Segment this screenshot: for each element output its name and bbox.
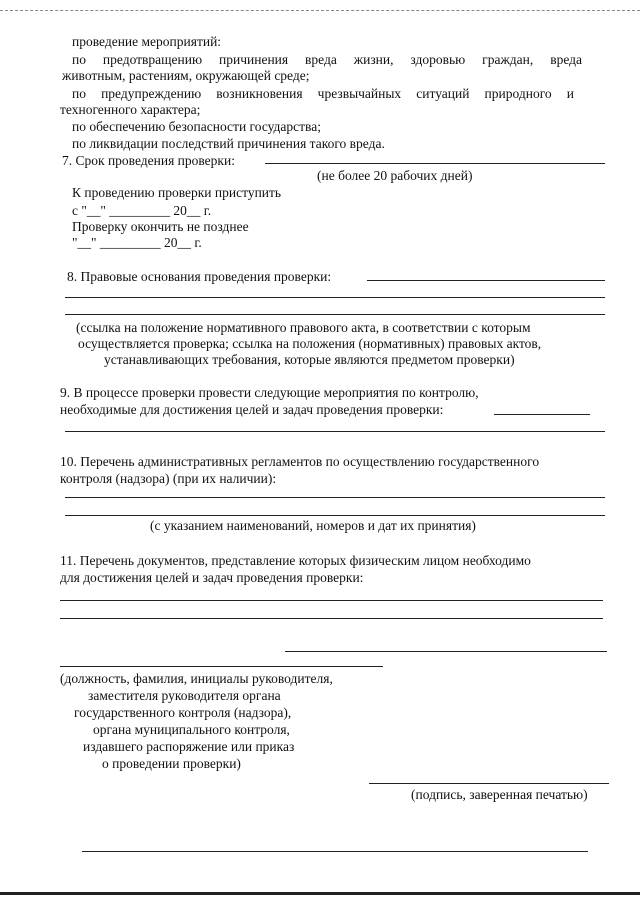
text-line: техногенного характера; [60,102,201,117]
item8-label: 8. Правовые основания проведения проверки: [67,269,332,284]
item11-blank-line [285,651,607,652]
footer-blank-line [82,851,588,852]
text-line: по ликвидации последствий причинения такого вреда. [72,136,385,151]
item7-blank-line [265,163,605,164]
signature-note: (подпись, заверенная печатью) [411,787,588,802]
item10-line: 10. Перечень административных регламентов по осуществлению государственного [60,454,540,469]
position-note: органа муниципального контроля, [93,722,290,737]
item11-line: для достижения целей и задач проведения проверки: [60,570,364,585]
item7-end-label: Проверку окончить не позднее [72,219,249,234]
item8-note: устанавливающих требования, которые являются предметом проверки) [104,352,515,367]
item8-blank-line [65,314,605,315]
item10-line: контроля (надзора) (при их наличии): [60,471,277,486]
item9-blank-line [494,414,590,415]
position-note: о проведении проверки) [102,756,241,771]
item9-blank-line [65,431,605,432]
item7-label: 7. Срок проведения проверки: [62,153,235,168]
item10-note: (с указанием наименований, номеров и дат их принятия) [150,518,476,533]
item7-note: (не более 20 рабочих дней) [317,168,473,183]
item8-note: осуществляется проверка; ссылка на положения (нормативных) правовых актов, [78,336,542,351]
bottom-scan-border [0,892,640,895]
text-line: по предупреждению возникновения чрезвычайных ситуаций природного и [72,86,574,101]
item9-line: необходимые для достижения целей и задач проведения проверки: [60,402,444,417]
item10-blank-line [65,497,605,498]
position-note: (должность, фамилия, инициалы руководителя, [60,671,333,686]
position-blank-line [60,666,383,667]
top-dashed-border [0,10,640,11]
position-note: издавшего распоряжение или приказ [83,739,295,754]
item11-blank-line [60,618,603,619]
item8-blank-line [65,297,605,298]
item8-blank-line [367,280,605,281]
position-note: государственного контроля (надзора), [74,705,292,720]
text-line: животным, растениям, окружающей среде; [62,68,310,83]
item7-start-date: с "__" _________ 20__ г. [72,203,212,218]
item10-blank-line [65,515,605,516]
item11-blank-line [60,600,603,601]
position-note: заместителя руководителя органа [88,688,281,703]
text-line: по обеспечению безопасности государства; [72,119,321,134]
item9-line: 9. В процессе проверки провести следующие мероприятия по контролю, [60,385,479,400]
signature-blank-line [369,783,609,784]
item11-line: 11. Перечень документов, представление которых физическим лицом необходимо [60,553,531,568]
text-line: проведение мероприятий: [72,34,222,49]
text-line: по предотвращению причинения вреда жизни, здоровью граждан, вреда [72,52,582,67]
item8-note: (ссылка на положение нормативного правового акта, в соответствии с которым [76,320,531,335]
item7-end-date: "__" _________ 20__ г. [72,235,202,250]
item7-start-label: К проведению проверки приступить [72,185,282,200]
